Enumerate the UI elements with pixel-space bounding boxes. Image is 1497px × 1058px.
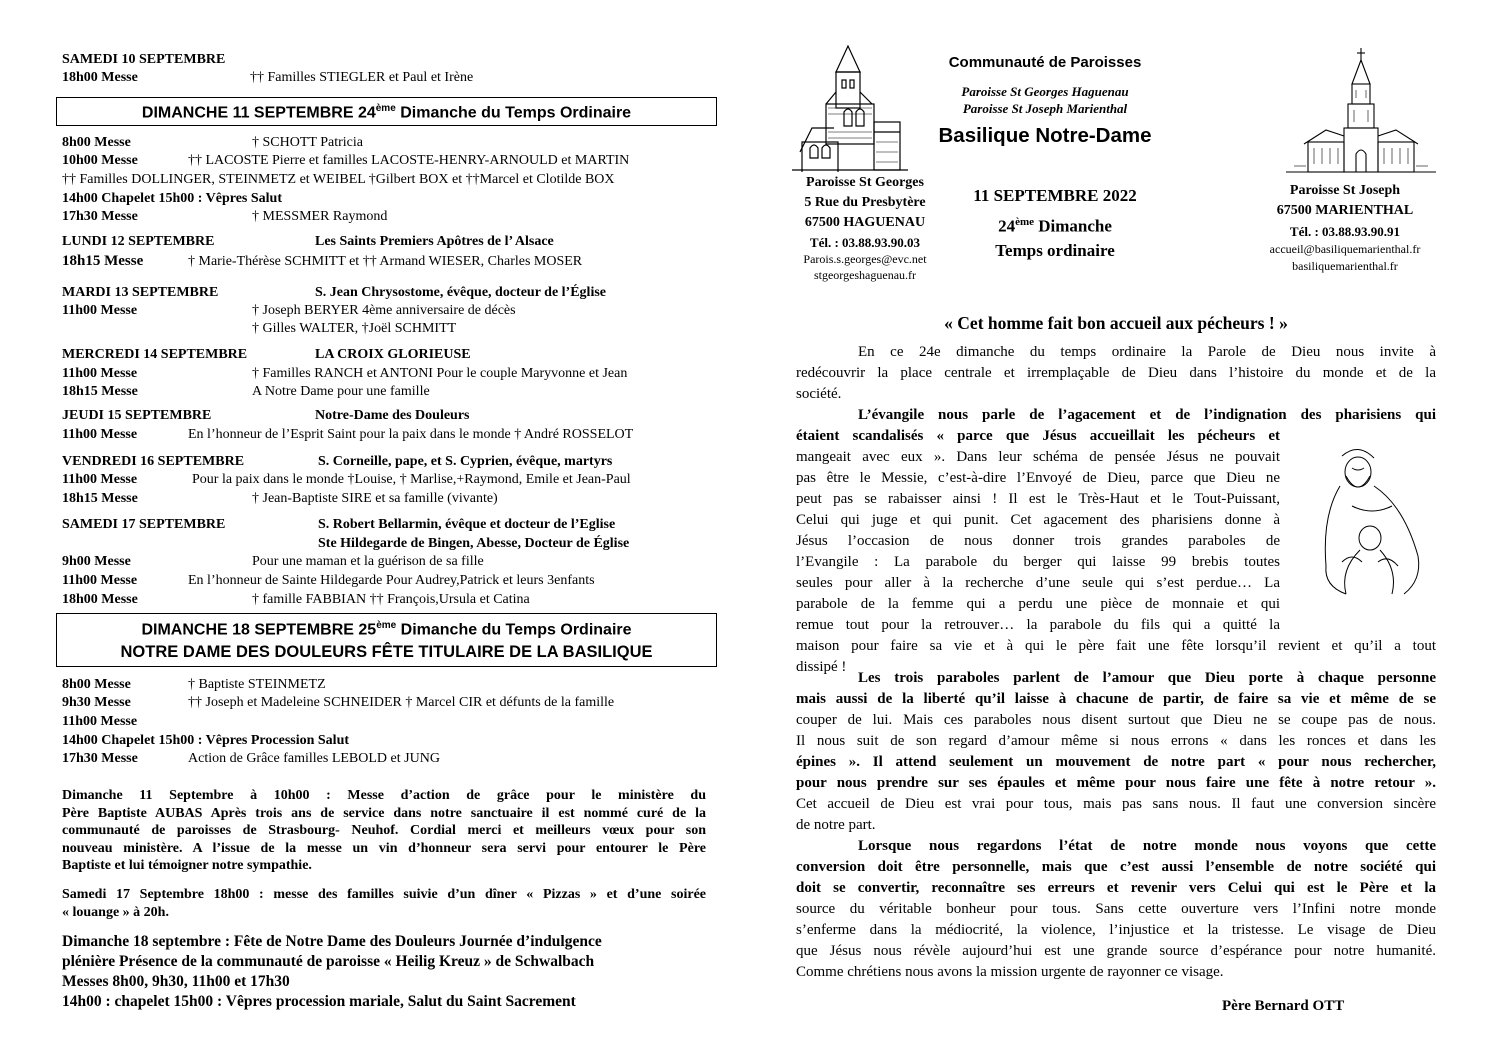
prodigal-son-illustration bbox=[1312, 446, 1436, 606]
mass-time: 11h00 Messe bbox=[62, 427, 138, 442]
day-title-fri16: VENDREDI 16 SEPTEMBRE bbox=[62, 454, 245, 469]
church-st-georges-icon bbox=[792, 42, 908, 172]
mass-intention: † Gilles WALTER, †Joël SCHMITT bbox=[252, 321, 457, 336]
sunday18-title-box bbox=[56, 613, 717, 667]
mass-intention: Pour une maman et la guérison de sa fille bbox=[252, 554, 484, 569]
contact-address: 5 Rue du Presbytère bbox=[804, 195, 926, 210]
mass-intention: A Notre Dame pour une famille bbox=[252, 384, 430, 399]
mass-time: 9h30 Messe bbox=[62, 695, 131, 710]
mass-time: 17h30 Messe bbox=[62, 209, 138, 224]
mass-time: 17h30 Messe bbox=[62, 751, 138, 766]
contact-website: basiliquemarienthal.fr bbox=[1292, 259, 1398, 273]
homily-signature: Père Bernard OTT bbox=[1222, 998, 1345, 1014]
announcement-farewell: Dimanche 11 Septembre à 10h00 : Messe d’action de grâce pour le ministère du Père Baptiste AUBAS Après trois ans de service dans notre sanctuaire il est nommé curé de la communauté de paroisses de Strasbourg- Neuhof. Cordial merci et meilleurs vœux pour son nouveau ministère. A l’issue de la messe un vin d’honneur sera servi pour entourer le Père Baptiste et lui témoigner notre sympathie. bbox=[62, 788, 706, 873]
day-title-thu15: JEUDI 15 SEPTEMBRE bbox=[62, 408, 212, 423]
mass-intention: †† Joseph et Madeleine SCHNEIDER † Marcel CIR et défunts de la famille bbox=[188, 695, 615, 710]
mass-intention: Pour la paix dans le monde †Louise, † Marlise,+Raymond, Emile et Jean-Paul bbox=[192, 472, 631, 487]
announcement-family-mass: Samedi 17 Septembre 18h00 : messe des familles suivie d’un dîner « Pizzas » et d’une soirée « louange » à 20h. bbox=[62, 887, 706, 920]
sunday18-subtitle: NOTRE DAME DES DOULEURS FÊTE TITULAIRE DE LA BASILIQUE bbox=[120, 643, 653, 661]
basilica-title: Basilique Notre-Dame bbox=[938, 124, 1152, 147]
feast-name: Ste Hildegarde de Bingen, Abesse, Docteur de Église bbox=[318, 536, 630, 551]
basilica-marienthal-icon bbox=[1286, 46, 1436, 176]
contact-website: stgeorgeshaguenau.fr bbox=[813, 268, 917, 282]
sunday11-title-box bbox=[56, 97, 717, 126]
mass-intention: †† Familles DOLLINGER, STEINMETZ et WEIBEL †Gilbert BOX et ††Marcel et Clotilde BOX bbox=[62, 172, 615, 187]
contact-name: Paroisse St Joseph bbox=[1289, 183, 1401, 198]
mass-intention: † Familles RANCH et ANTONI Pour le couple Maryvonne et Jean bbox=[252, 366, 628, 381]
artist-signature bbox=[1424, 575, 1430, 577]
mass-time: 18h00 Messe bbox=[62, 592, 138, 607]
announcement-feast: Dimanche 18 septembre : Fête de Notre Dame des Douleurs Journée d’indulgence plénière Présence de la communauté de paroisse « Heilig Kreuz » de Schwalbach Messes 8h00, 9h30, 11h00 et 17h30 14h00 : chapelet 15h00 : Vêpres procession mariale, Salut du Saint Sacrement bbox=[62, 933, 602, 1010]
homily-paragraph-2-lead: L’évangile nous parle de l’agacement et de l’indignation des pharisiens qui bbox=[858, 407, 1436, 423]
mass-time: 11h00 Messe bbox=[62, 573, 138, 588]
day-title-mon12: LUNDI 12 SEPTEMBRE bbox=[62, 234, 215, 249]
homily-title: « Cet homme fait bon accueil aux pécheurs ! » bbox=[944, 313, 1288, 333]
feast-name: S. Corneille, pape, et S. Cyprien, évêque, martyrs bbox=[318, 454, 613, 469]
contact-city: 67500 MARIENTHAL bbox=[1276, 203, 1414, 218]
mass-time: 18h15 Messe bbox=[62, 384, 138, 399]
mass-time: 11h00 Messe bbox=[62, 303, 138, 318]
parish-name: Paroisse St Joseph Marienthal bbox=[962, 101, 1128, 116]
mass-time: 10h00 Messe bbox=[62, 153, 138, 168]
mass-time: 18h15 Messe bbox=[62, 253, 144, 269]
feast-name: Les Saints Premiers Apôtres de l’ Alsace bbox=[315, 234, 554, 249]
liturgical-season: Temps ordinaire bbox=[995, 241, 1115, 260]
mass-time: 8h00 Messe bbox=[62, 677, 131, 692]
mass-intention: † MESSMER Raymond bbox=[252, 209, 388, 224]
day-title-sat10: SAMEDI 10 SEPTEMBRE bbox=[62, 52, 226, 67]
mass-intention: † Marie-Thérèse SCHMITT et †† Armand WIESER, Charles MOSER bbox=[188, 254, 583, 269]
sunday18-title: DIMANCHE 18 SEPTEMBRE 25ème Dimanche du Temps Ordinaire bbox=[141, 620, 632, 639]
mass-time: 18h15 Messe bbox=[62, 491, 138, 506]
mass-time: 8h00 Messe bbox=[62, 135, 131, 150]
sunday-number: 24ème Dimanche bbox=[998, 216, 1112, 236]
feast-name: Notre-Dame des Douleurs bbox=[315, 408, 470, 423]
office-time: 14h00 Chapelet 15h00 : Vêpres Procession Salut bbox=[62, 733, 350, 748]
contact-email: accueil@basiliquemarienthal.fr bbox=[1269, 242, 1421, 256]
sunday11-title: DIMANCHE 11 SEPTEMBRE 24ème Dimanche du Temps Ordinaire bbox=[141, 103, 632, 122]
homily-paragraph-2-end: maison pour faire sa vie et à qui le père fait une fête lorsqu’il revient et qu’il a tout dissipé ! bbox=[796, 638, 1436, 675]
homily-paragraph-4: Lorsque nous regardons l’état de notre monde nous voyons que cette conversion doit être personnelle, mais que c’est aussi l’ensemble de notre société qui doit se convertir, reconnaître ses erreurs et revenir vers Celui qui est le Père et la source du véritable bonheur pour tous. Sans cette ouverture vers l’Infini notre monde s’enferme dans la médiocrité, la violence, l’injustice et la tristesse. Le visage de Dieu que Jésus nous révèle aujourd’hui est une grande source d’espérance pour notre humanité. Comme chrétiens nous avons la mission urgente de rayonner ce visage. bbox=[796, 838, 1436, 980]
mass-intention: En l’honneur de l’Esprit Saint pour la paix dans le monde † André ROSSELOT bbox=[188, 427, 634, 442]
contact-email: Parois.s.georges@evc.net bbox=[803, 252, 927, 266]
homily-paragraph-1: En ce 24e dimanche du temps ordinaire la Parole de Dieu nous invite à redécouvrir la place centrale et irremplaçable de Dieu dans l’histoire du monde et de la société. bbox=[796, 344, 1436, 402]
parish-name: Paroisse St Georges Haguenau bbox=[961, 84, 1129, 99]
feast-name: S. Robert Bellarmin, évêque et docteur de l’Eglise bbox=[318, 517, 616, 532]
mass-intention: † Baptiste STEINMETZ bbox=[188, 677, 326, 692]
day-title-sat17: SAMEDI 17 SEPTEMBRE bbox=[62, 517, 226, 532]
homily-paragraph-2: étaient scandalisés « parce que Jésus accueillait les pécheurs et mangeait avec eux ». Dans leur schéma de pensée Jésus ne pouvait pas être le Messie, c’est-à-dire l’Envoyé de Dieu, parce que Dieu ne peut pas se rabaisser ainsi ! Il est le Très-Haut et le Tout-Puissant, Celui qui juge et qui punit. Cet agacement des pharisiens donne à Jésus l’occasion de nous donner trois grandes paraboles de l’Evangile : La parabole du berger qui laisse 99 brebis toutes seules pour aller à la recherche d’une seule qui s’est perdue… La parabole de la femme qui a perdu une pièce de monnaie et qui remue tout pour la retrouver… la parabole du fils qui a quitté la bbox=[796, 428, 1280, 633]
contact-city: 67500 HAGUENAU bbox=[804, 215, 926, 230]
feast-name: S. Jean Chrysostome, évêque, docteur de l’Église bbox=[315, 285, 606, 300]
mass-intention: † SCHOTT Patricia bbox=[252, 135, 363, 150]
mass-time: 18h00 Messe bbox=[62, 70, 138, 85]
mass-intention: † Joseph BERYER 4ème anniversaire de décès bbox=[252, 303, 516, 318]
office-time: 14h00 Chapelet 15h00 : Vêpres Salut bbox=[62, 191, 283, 206]
mass-time: 9h00 Messe bbox=[62, 554, 131, 569]
mass-intention: Action de Grâce familles LEBOLD et JUNG bbox=[188, 751, 440, 766]
contact-phone: Tél. : 03.88.93.90.91 bbox=[1289, 224, 1401, 239]
mass-intention: En l’honneur de Sainte Hildegarde Pour Audrey,Patrick et leurs 3enfants bbox=[188, 573, 595, 588]
mass-time: 11h00 Messe bbox=[62, 366, 138, 381]
mass-intention: † Jean-Baptiste SIRE et sa famille (vivante) bbox=[252, 491, 498, 506]
mass-time: 11h00 Messe bbox=[62, 472, 138, 487]
day-title-tue13: MARDI 13 SEPTEMBRE bbox=[62, 285, 219, 300]
mass-time: 11h00 Messe bbox=[62, 714, 138, 729]
community-title: Communauté de Paroisses bbox=[948, 54, 1142, 71]
contact-phone: Tél. : 03.88.93.90.03 bbox=[809, 235, 921, 250]
mass-intention: †† Familles STIEGLER et Paul et Irène bbox=[250, 70, 474, 85]
bulletin-date: 11 SEPTEMBRE 2022 bbox=[973, 186, 1137, 205]
homily-paragraph-3: Les trois paraboles parlent de l’amour que Dieu porte à chaque personne mais aussi de la liberté qu’il laisse à chacune de partir, de faire sa vie et même de se couper de lui. Mais ces paraboles nous disent surtout que Dieu ne se coupe pas de nous. Il nous suit de son regard d’amour même si nous errons « dans les ronces et dans les épines ». Il attend seulement un mouvement de notre part « pour nous rechercher, pour nous prendre sur ses épaules et même pour nous faire une fête à notre retour ». Cet accueil de Dieu est vrai pour tous, mais pas sans nous. Il faut une conversion sincère de notre part. bbox=[796, 670, 1436, 833]
day-title-wed14: MERCREDI 14 SEPTEMBRE bbox=[62, 347, 248, 362]
contact-name: Paroisse St Georges bbox=[806, 175, 924, 190]
mass-intention: † famille FABBIAN †† François,Ursula et Catina bbox=[252, 592, 530, 607]
feast-name: LA CROIX GLORIEUSE bbox=[315, 347, 471, 362]
mass-intention: †† LACOSTE Pierre et familles LACOSTE-HENRY-ARNOULD et MARTIN bbox=[188, 153, 630, 168]
